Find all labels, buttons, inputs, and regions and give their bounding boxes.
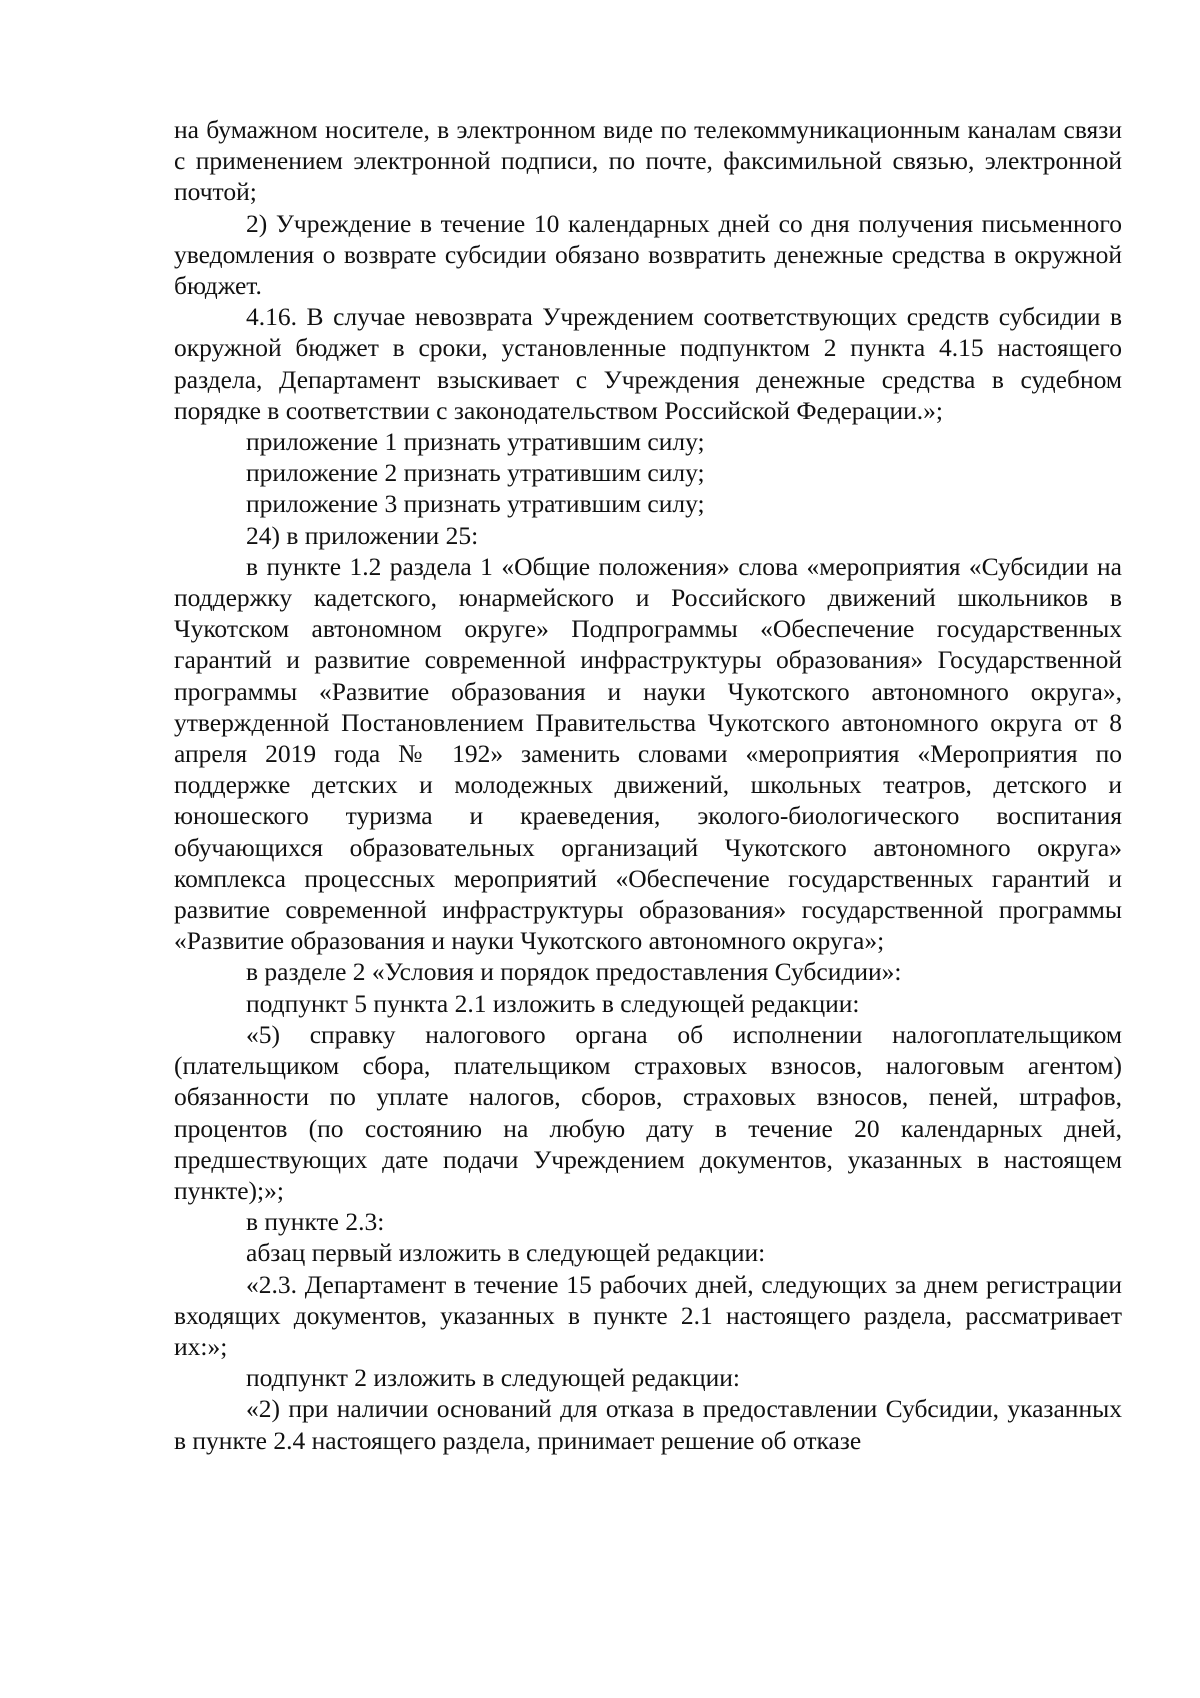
paragraph-3: 4.16. В случае невозврата Учреждением соответствующих средств субсидии в окружной бюджет в сроки, установленные подпунктом 2 пункта 4.15 настоящего раздела, Департамент взыскивает с Учреждения денежные средства в судебном порядке в соответствии с законодательством Российской Федерации.»; (174, 302, 1122, 425)
paragraph-14: «2.3. Департамент в течение 15 рабочих дней, следующих за днем регистрации входящих документов, указанных в пункте 2.1 настоящего раздела, рассматривает их:»; (174, 1269, 1122, 1361)
paragraph-15: подпункт 2 изложить в следующей редакции: (246, 1363, 740, 1393)
paragraph-12: в пункте 2.3: (246, 1207, 385, 1237)
paragraph-13: абзац первый изложить в следующей редакции: (246, 1238, 766, 1268)
paragraph-10: подпункт 5 пункта 2.1 изложить в следующей редакции: (246, 988, 860, 1018)
paragraph-8: в пункте 1.2 раздела 1 «Общие положения» слова «мероприятия «Субсидии на поддержку кадетского, юнармейского и Российского движений школьников в Чукотском автономном округе» Подпрограммы «Обеспечение государственных гарантий и развитие современной инфраструктуры образования» Государственной программы «Развитие образования и науки Чукотского автономного округа», утвержденной Постановлением Правительства Чукотского автономного округа от 8 апреля 2019 года № 192» заменить словами «мероприятия «Мероприятия по поддержке детских и молодежных движений, школьных театров, детского и юношеского туризма и краеведения, эколого-биологического воспитания обучающихся образовательных организаций Чукотского автономного округа» комплекса процессных мероприятий «Обеспечение государственных гарантий и развитие современной инфраструктуры образования» государственной программы «Развитие образования и науки Чукотского автономного округа»; (174, 551, 1122, 956)
document-page (174, 114, 1122, 1456)
paragraph-2: 2) Учреждение в течение 10 календарных дней со дня получения письменного уведомления о возврате субсидии обязано возвратить денежные средства в окружной бюджет. (174, 208, 1122, 301)
paragraph-7: 24) в приложении 25: (246, 520, 479, 550)
paragraph-1: на бумажном носителе, в электронном виде по телекоммуникационным каналам связи с применением электронной подписи, по почте, факсимильной связью, электронной почтой; (174, 115, 1122, 207)
paragraph-4: приложение 1 признать утратившим силу; (246, 427, 705, 457)
paragraph-11: «5) справку налогового органа об исполнении налогоплательщиком (плательщиком сбора, плательщиком страховых взносов, налоговым агентом) обязанности по уплате налогов, сборов, страховых взносов, пеней, штрафов, процентов (по состоянию на любую дату в течение 20 календарных дней, предшествующих дате подачи Учреждением документов, указанных в настоящем пункте);»; (174, 1019, 1122, 1205)
paragraph-16: «2) при наличии оснований для отказа в предоставлении Субсидии, указанных в пункте 2.4 настоящего раздела, принимает решение об отказе (174, 1394, 1122, 1455)
paragraph-6: приложение 3 признать утратившим силу; (246, 489, 705, 519)
paragraph-9: в разделе 2 «Условия и порядок предоставления Субсидии»: (246, 957, 902, 987)
paragraph-5: приложение 2 признать утратившим силу; (246, 458, 705, 488)
